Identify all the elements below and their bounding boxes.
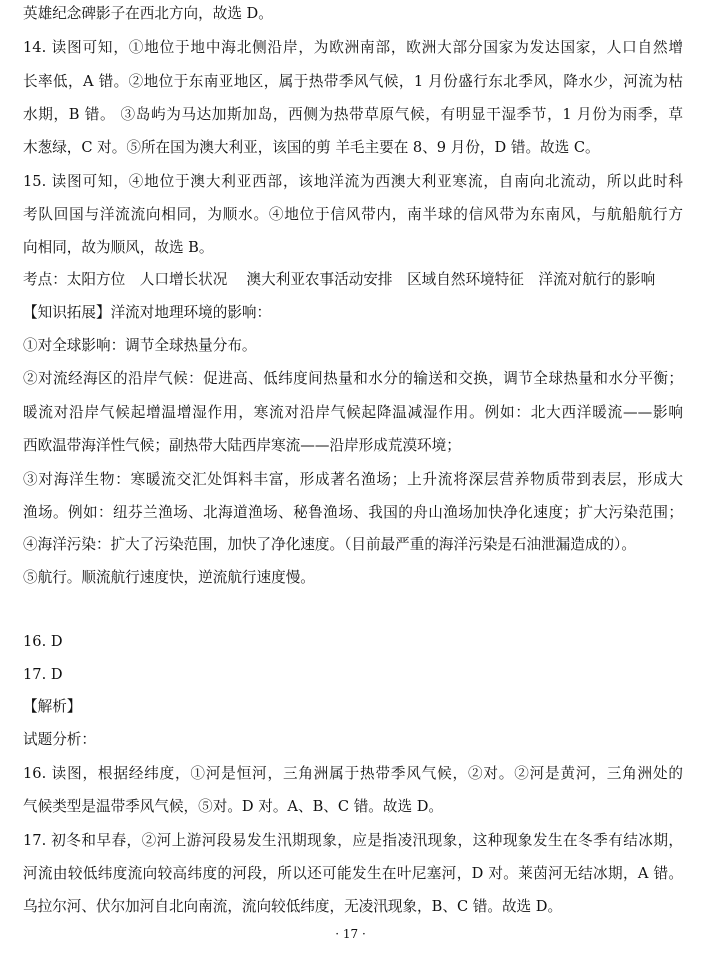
- text-line-24: 气候类型是温带季风气候，⑤对。D 对。A、B、C 错。故选 D。: [23, 798, 443, 815]
- text-line-27: 乌拉尔河、伏尔加河自北向南流，流向较低纬度，无凌汛现象，B、C 错。故选 D。: [23, 898, 563, 915]
- text-line-8: 向相同，故为顺风，故选 B。: [23, 239, 214, 256]
- analysis-heading: 【解析】: [23, 698, 82, 715]
- text-line-16: 渔场。例如：纽芬兰渔场、北海道渔场、秘鲁渔场、我国的舟山渔场加快净化速度；扩大污染范围；: [23, 504, 683, 521]
- text-line-11: ①对全球影响：调节全球热量分布。: [23, 337, 257, 354]
- text-line-25: 17. 初冬和早春，②河上游河段易发生汛期现象，应是指凌汛现象，这种现象发生在冬季有结冰期，: [23, 832, 683, 849]
- text-line-6: 15. 读图可知，④地位于澳大利亚西部，该地洋流为西澳大利亚寒流，自南向北流动，所以此时科: [23, 173, 683, 190]
- text-line-13: 暖流对沿岸气候起增温增湿作用，寒流对沿岸气候起降温减湿作用。例如：北大西洋暖流——影响: [23, 404, 683, 421]
- page-number: · 17 ·: [335, 927, 366, 941]
- analysis-subheading: 试题分析：: [23, 731, 96, 748]
- text-line-4: 水期，B 错。 ③岛屿为马达加斯加岛，西侧为热带草原气候，有明显干湿季节，1 月份为雨季，草: [23, 106, 683, 123]
- knowledge-extension-heading: 【知识拓展】洋流对地理环境的影响：: [23, 304, 272, 321]
- text-line-23: 16. 读图，根据经纬度，①河是恒河，三角洲属于热带季风气候，②对。②河是黄河，三角洲处的: [23, 765, 683, 782]
- text-line-26: 河流由较低纬度流向较高纬度的河段，所以还可能发生在叶尼塞河，D 对。莱茵河无结冰期，A 错。: [23, 865, 683, 882]
- text-line-3: 长率低，A 错。②地位于东南亚地区，属于热带季风气候，1 月份盛行东北季风，降水少，河流为枯: [23, 73, 683, 90]
- text-line-17: ④海洋污染：扩大了污染范围，加快了净化速度。（目前最严重的海洋污染是石油泄漏造成的）。: [23, 536, 636, 553]
- text-line-12: ②对流经海区的沿岸气候：促进高、低纬度间热量和水分的输送和交换，调节全球热量和水分平衡；: [23, 370, 683, 387]
- text-line-7: 考队回国与洋流流向相同，为顺水。④地位于信风带内，南半球的信风带为东南风，与航船航行方: [23, 206, 683, 223]
- answer-16: 16. D: [23, 633, 63, 650]
- text-line-2: 14. 读图可知，①地位于地中海北侧沿岸，为欧洲南部，欧洲大部分国家为发达国家，人口自然增: [23, 39, 683, 56]
- text-line-5: 木葱绿，C 对。⑤所在国为澳大利亚，该国的剪 羊毛主要在 8、9 月份，D 错。故选 C。: [23, 139, 600, 156]
- text-line-1: 英雄纪念碑影子在西北方向，故选 D。: [23, 5, 273, 22]
- text-line-18: ⑤航行。顺流航行速度快，逆流航行速度慢。: [23, 569, 315, 586]
- answer-17: 17. D: [23, 666, 63, 683]
- text-line-14: 西欧温带海洋性气候；副热带大陆西岸寒流——沿岸形成荒漠环境；: [23, 437, 461, 454]
- exam-points-line: 考点：太阳方位 人口增长状况 澳大利亚农事活动安排 区域自然环境特征 洋流对航行的影响: [23, 271, 656, 288]
- text-line-15: ③对海洋生物：寒暖流交汇处饵料丰富，形成著名渔场；上升流将深层营养物质带到表层，形成大: [23, 471, 683, 488]
